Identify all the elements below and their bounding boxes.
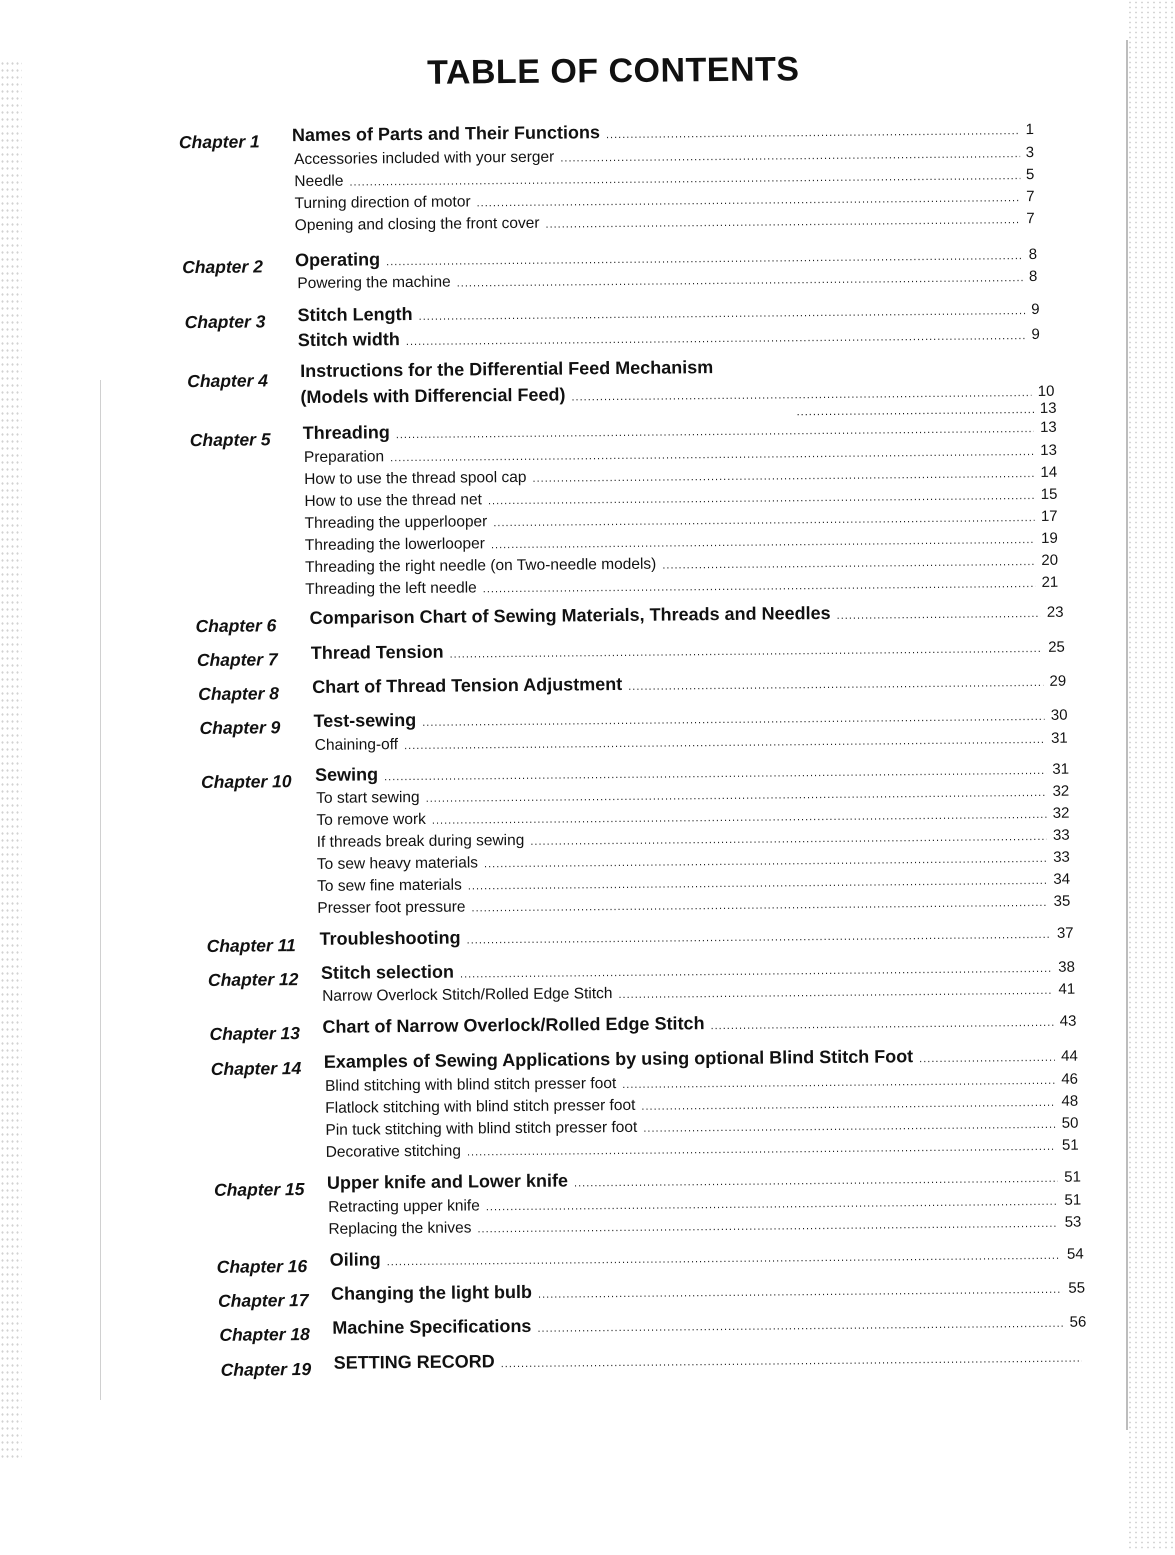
toc-subentry[interactable]: Turning direction of motor ..... 7 <box>294 188 1034 215</box>
chapter-label: Chapter 17 <box>217 1290 309 1311</box>
chapter-label: Chapter 8 <box>198 683 280 705</box>
chapter-label: Chapter 11 <box>206 935 296 956</box>
toc-subentry[interactable]: Needle ..... 5 <box>294 166 1034 193</box>
chapter-label: Chapter 3 <box>184 311 266 333</box>
toc-entry[interactable]: Machine Specifications ..... 56 <box>332 1311 1086 1340</box>
toc-entry[interactable]: Instructions for the Differential Feed Mechanism <box>300 357 714 382</box>
toc-subentry[interactable]: How to use the thread net ..... 15 <box>304 486 1057 513</box>
toc-entry[interactable]: Examples of Sewing Applications by using optional Blind Stitch Foot ..... 44 <box>324 1045 1078 1074</box>
toc-subentry[interactable]: Accessories included with your serger ..... 3 <box>294 144 1034 171</box>
chapter-label: Chapter 2 <box>182 256 263 278</box>
toc-subentry[interactable]: To remove work ..... 32 <box>316 805 1069 832</box>
toc-entry[interactable]: Changing the light bulb ..... 55 <box>331 1277 1085 1306</box>
chapter-label: Chapter 7 <box>196 649 278 671</box>
toc-entry[interactable]: Troubleshooting ..... 37 <box>320 922 1074 951</box>
toc-subentry[interactable]: Chaining-off ..... 31 <box>315 730 1068 757</box>
toc-subentry[interactable]: Flatlock stitching with blind stitch presser foot ..... 48 <box>325 1093 1078 1120</box>
toc-subentry[interactable]: Blind stitching with blind stitch presser foot ..... 46 <box>325 1071 1078 1098</box>
chapter-label: Chapter 9 <box>199 717 281 739</box>
toc-subentry[interactable]: Threading the upperlooper ..... 17 <box>305 508 1058 535</box>
chapter-label: Chapter 1 <box>178 131 260 153</box>
chapter-label: Chapter 5 <box>189 429 271 451</box>
toc-entry[interactable]: Stitch selection ..... 38 <box>321 956 1075 985</box>
toc-subentry[interactable]: Retracting upper knife ..... 51 <box>328 1192 1081 1219</box>
toc-subentry[interactable]: Threading the left needle ..... 21 <box>305 574 1058 601</box>
toc-entry[interactable]: Comparison Chart of Sewing Materials, Threads and Needles ..... 23 <box>309 601 1063 630</box>
toc-page-ref: ..... 13 <box>796 400 1056 422</box>
toc-subentry[interactable]: Replacing the knives ..... 53 <box>328 1214 1081 1241</box>
toc-subentry[interactable]: Presser foot pressure ..... 35 <box>317 893 1070 920</box>
toc-subentry[interactable]: Narrow Overlock Stitch/Rolled Edge Stitch ..... 41 <box>322 981 1075 1008</box>
toc-entry[interactable]: (Models with Differencial Feed) ..... 10 <box>300 380 1054 409</box>
chapter-label: Chapter 13 <box>209 1023 301 1044</box>
toc-subentry[interactable]: Decorative stitching ..... 51 <box>326 1137 1079 1164</box>
toc-subentry[interactable]: Preparation ..... 13 <box>304 442 1057 469</box>
toc-entry[interactable]: Chart of Narrow Overlock/Rolled Edge Stitch ..... 43 <box>322 1010 1076 1039</box>
toc-entry[interactable]: Chart of Thread Tension Adjustment ..... 29 <box>312 670 1066 699</box>
toc-subentry[interactable]: Powering the machine ..... 8 <box>297 268 1037 295</box>
toc-entry[interactable]: Oiling ..... 54 <box>330 1243 1084 1272</box>
toc-subentry[interactable]: How to use the thread spool cap ..... 14 <box>304 464 1057 491</box>
toc-entry[interactable]: Stitch width ..... 9 <box>298 323 1040 352</box>
chapter-label: Chapter 19 <box>220 1358 312 1380</box>
toc-entry[interactable]: SETTING RECORD ..... <box>334 1346 1088 1375</box>
chapter-label: Chapter 14 <box>210 1058 302 1079</box>
toc-subentry[interactable]: If threads break during sewing ..... 33 <box>317 827 1070 854</box>
toc-subentry[interactable]: Opening and closing the front cover ..... 7 <box>295 210 1035 237</box>
toc-subentry[interactable]: Threading the lowerlooper ..... 19 <box>305 530 1058 557</box>
toc-subentry[interactable]: Pin tuck stitching with blind stitch presser foot ..... 50 <box>325 1115 1078 1142</box>
toc-entry[interactable]: Operating ..... 8 <box>295 243 1037 272</box>
page-title: TABLE OF CONTENTS <box>426 50 800 92</box>
chapter-label: Chapter 6 <box>195 615 277 637</box>
toc-subentry[interactable]: Threading the right needle (on Two-needle models) ..... 20 <box>305 552 1058 579</box>
chapter-label: Chapter 15 <box>213 1179 305 1200</box>
toc-entry[interactable]: Thread Tension ..... 25 <box>311 636 1065 665</box>
chapter-label: Chapter 18 <box>219 1324 310 1345</box>
chapter-label: Chapter 12 <box>207 969 299 990</box>
toc-subentry[interactable]: To sew heavy materials ..... 33 <box>317 849 1070 876</box>
toc-entry[interactable]: Test-sewing ..... 30 <box>313 704 1067 733</box>
toc-entry[interactable]: Names of Parts and Their Functions ..... 1 <box>292 118 1034 147</box>
toc-subentry[interactable]: To start sewing ..... 32 <box>316 783 1069 810</box>
toc-entry[interactable]: Sewing ..... 31 <box>315 758 1069 787</box>
chapter-label: Chapter 16 <box>216 1256 308 1277</box>
toc-entry[interactable]: Upper knife and Lower knife ..... 51 <box>327 1166 1081 1195</box>
toc-entry[interactable]: Stitch Length ..... 9 <box>298 298 1040 327</box>
chapter-label: Chapter 10 <box>201 771 292 793</box>
toc-subentry[interactable]: To sew fine materials ..... 34 <box>317 871 1070 898</box>
chapter-label: Chapter 4 <box>187 370 269 392</box>
toc-entry[interactable]: Threading ..... 13 <box>303 416 1057 445</box>
